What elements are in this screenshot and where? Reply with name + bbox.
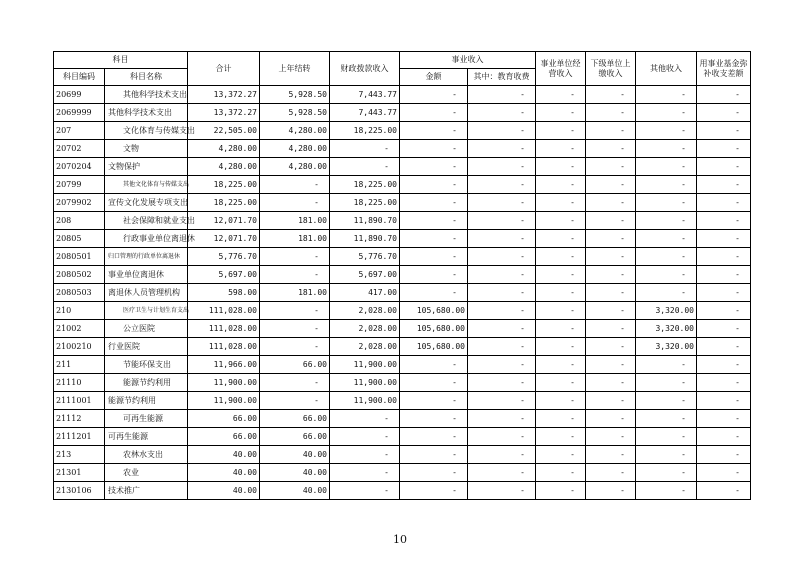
cell-unit-business: - — [536, 374, 586, 392]
cell-fiscal: 7,443.77 — [330, 86, 400, 104]
cell-name: 归口管理的行政单位离退休 — [105, 248, 188, 266]
cell-subordinate: - — [586, 338, 636, 356]
cell-name: 能源节约利用 — [105, 392, 188, 410]
cell-carryover: - — [260, 392, 330, 410]
cell-name: 文物 — [105, 140, 188, 158]
header-education-fee: 其中：教育收费 — [468, 69, 536, 86]
cell-code: 21110 — [54, 374, 105, 392]
cell-subordinate: - — [586, 158, 636, 176]
cell-total: 5,697.00 — [188, 266, 260, 284]
header-fund-compensation: 用事业基金弥补收支差额 — [697, 52, 751, 86]
header-business-income: 事业收入 — [400, 52, 536, 69]
cell-other: - — [636, 230, 697, 248]
cell-amount: - — [400, 248, 468, 266]
cell-education-fee: - — [468, 320, 536, 338]
cell-unit-business: - — [536, 392, 586, 410]
cell-total: 40.00 — [188, 446, 260, 464]
cell-name: 文化体育与传媒支出 — [105, 122, 188, 140]
table-row — [54, 374, 751, 392]
cell-education-fee: - — [468, 122, 536, 140]
cell-carryover: 40.00 — [260, 446, 330, 464]
cell-fund-compensation: - — [697, 248, 751, 266]
cell-education-fee: - — [468, 482, 536, 500]
cell-education-fee: - — [468, 356, 536, 374]
cell-education-fee: - — [468, 248, 536, 266]
cell-fund-compensation: - — [697, 122, 751, 140]
table-row — [54, 176, 751, 194]
cell-fiscal: 11,890.70 — [330, 230, 400, 248]
cell-subordinate: - — [586, 194, 636, 212]
cell-code: 20799 — [54, 176, 105, 194]
cell-amount: - — [400, 86, 468, 104]
cell-other: - — [636, 248, 697, 266]
cell-carryover: 181.00 — [260, 212, 330, 230]
cell-total: 13,372.27 — [188, 104, 260, 122]
cell-name: 其他科学技术支出 — [105, 86, 188, 104]
cell-unit-business: - — [536, 140, 586, 158]
cell-unit-business: - — [536, 212, 586, 230]
cell-education-fee: - — [468, 194, 536, 212]
cell-education-fee: - — [468, 428, 536, 446]
header-amount: 金额 — [400, 69, 468, 86]
cell-total: 18,225.00 — [188, 194, 260, 212]
cell-name: 可再生能源 — [105, 428, 188, 446]
cell-amount: - — [400, 176, 468, 194]
table-row — [54, 158, 751, 176]
cell-subordinate: - — [586, 104, 636, 122]
header-other: 其他收入 — [636, 52, 697, 86]
cell-unit-business: - — [536, 464, 586, 482]
cell-fiscal: 11,900.00 — [330, 392, 400, 410]
cell-code: 21002 — [54, 320, 105, 338]
cell-unit-business: - — [536, 248, 586, 266]
cell-subordinate: - — [586, 320, 636, 338]
cell-carryover: - — [260, 176, 330, 194]
cell-other: - — [636, 284, 697, 302]
cell-total: 66.00 — [188, 428, 260, 446]
cell-education-fee: - — [468, 446, 536, 464]
cell-unit-business: - — [536, 428, 586, 446]
cell-fund-compensation: - — [697, 230, 751, 248]
cell-fund-compensation: - — [697, 194, 751, 212]
cell-name: 节能环保支出 — [105, 356, 188, 374]
cell-fiscal: - — [330, 464, 400, 482]
cell-code: 21112 — [54, 410, 105, 428]
cell-education-fee: - — [468, 338, 536, 356]
cell-fiscal: 7,443.77 — [330, 104, 400, 122]
cell-code: 2080502 — [54, 266, 105, 284]
table-row — [54, 266, 751, 284]
table-row — [54, 248, 751, 266]
table-row — [54, 284, 751, 302]
cell-education-fee: - — [468, 464, 536, 482]
cell-fund-compensation: - — [697, 410, 751, 428]
cell-code: 20702 — [54, 140, 105, 158]
cell-fiscal: 11,900.00 — [330, 356, 400, 374]
budget-table — [53, 51, 751, 500]
cell-amount: - — [400, 446, 468, 464]
cell-fund-compensation: - — [697, 176, 751, 194]
cell-subordinate: - — [586, 230, 636, 248]
cell-subordinate: - — [586, 212, 636, 230]
cell-carryover: 4,280.00 — [260, 140, 330, 158]
cell-amount: - — [400, 428, 468, 446]
cell-code: 21301 — [54, 464, 105, 482]
cell-amount: - — [400, 194, 468, 212]
cell-total: 22,505.00 — [188, 122, 260, 140]
cell-carryover: - — [260, 302, 330, 320]
cell-subordinate: - — [586, 302, 636, 320]
cell-subordinate: - — [586, 446, 636, 464]
cell-total: 4,280.00 — [188, 140, 260, 158]
cell-total: 11,900.00 — [188, 392, 260, 410]
cell-fund-compensation: - — [697, 266, 751, 284]
cell-carryover: 66.00 — [260, 356, 330, 374]
cell-subordinate: - — [586, 284, 636, 302]
cell-subordinate: - — [586, 392, 636, 410]
cell-carryover: 4,280.00 — [260, 158, 330, 176]
cell-education-fee: - — [468, 284, 536, 302]
cell-fiscal: 5,776.70 — [330, 248, 400, 266]
cell-total: 40.00 — [188, 482, 260, 500]
cell-name: 事业单位离退休 — [105, 266, 188, 284]
cell-carryover: - — [260, 266, 330, 284]
cell-total: 40.00 — [188, 464, 260, 482]
cell-other: - — [636, 356, 697, 374]
header-carryover: 上年结转 — [260, 52, 330, 86]
cell-fiscal: 2,028.00 — [330, 320, 400, 338]
cell-carryover: 40.00 — [260, 482, 330, 500]
cell-amount: - — [400, 464, 468, 482]
cell-fiscal: - — [330, 446, 400, 464]
cell-education-fee: - — [468, 392, 536, 410]
cell-carryover: 66.00 — [260, 428, 330, 446]
cell-other: - — [636, 86, 697, 104]
cell-amount: - — [400, 230, 468, 248]
cell-education-fee: - — [468, 158, 536, 176]
table-row — [54, 230, 751, 248]
cell-other: - — [636, 464, 697, 482]
cell-subordinate: - — [586, 410, 636, 428]
cell-carryover: 66.00 — [260, 410, 330, 428]
cell-code: 2100210 — [54, 338, 105, 356]
cell-subordinate: - — [586, 86, 636, 104]
cell-fiscal: 18,225.00 — [330, 176, 400, 194]
cell-unit-business: - — [536, 176, 586, 194]
cell-unit-business: - — [536, 284, 586, 302]
cell-education-fee: - — [468, 374, 536, 392]
cell-fiscal: 2,028.00 — [330, 338, 400, 356]
cell-other: - — [636, 194, 697, 212]
cell-education-fee: - — [468, 212, 536, 230]
cell-unit-business: - — [536, 410, 586, 428]
cell-fund-compensation: - — [697, 428, 751, 446]
table-row — [54, 212, 751, 230]
cell-fund-compensation: - — [697, 158, 751, 176]
cell-other: - — [636, 122, 697, 140]
cell-carryover: 4,280.00 — [260, 122, 330, 140]
cell-unit-business: - — [536, 302, 586, 320]
cell-name: 可再生能源 — [105, 410, 188, 428]
cell-carryover: - — [260, 320, 330, 338]
cell-subordinate: - — [586, 176, 636, 194]
cell-total: 5,776.70 — [188, 248, 260, 266]
cell-carryover: - — [260, 338, 330, 356]
cell-unit-business: - — [536, 338, 586, 356]
cell-education-fee: - — [468, 86, 536, 104]
cell-fund-compensation: - — [697, 338, 751, 356]
cell-code: 210 — [54, 302, 105, 320]
cell-amount: - — [400, 284, 468, 302]
cell-fund-compensation: - — [697, 374, 751, 392]
cell-unit-business: - — [536, 122, 586, 140]
cell-code: 2111201 — [54, 428, 105, 446]
cell-subordinate: - — [586, 122, 636, 140]
cell-code: 211 — [54, 356, 105, 374]
cell-name: 农林水支出 — [105, 446, 188, 464]
cell-name: 能源节约利用 — [105, 374, 188, 392]
table-body — [54, 86, 751, 500]
cell-code: 2069999 — [54, 104, 105, 122]
cell-total: 11,900.00 — [188, 374, 260, 392]
cell-carryover: 5,928.50 — [260, 86, 330, 104]
cell-fund-compensation: - — [697, 392, 751, 410]
cell-carryover: 40.00 — [260, 464, 330, 482]
cell-fiscal: 18,225.00 — [330, 194, 400, 212]
cell-other: - — [636, 140, 697, 158]
cell-other: 3,320.00 — [636, 302, 697, 320]
cell-name: 其他文化体育与传媒支出 — [105, 176, 188, 194]
cell-subordinate: - — [586, 248, 636, 266]
cell-fund-compensation: - — [697, 302, 751, 320]
cell-unit-business: - — [536, 446, 586, 464]
cell-amount: - — [400, 410, 468, 428]
cell-name: 公立医院 — [105, 320, 188, 338]
cell-amount: - — [400, 122, 468, 140]
cell-code: 207 — [54, 122, 105, 140]
cell-carryover: - — [260, 248, 330, 266]
cell-subordinate: - — [586, 428, 636, 446]
cell-amount: - — [400, 158, 468, 176]
cell-carryover: 181.00 — [260, 230, 330, 248]
table-row — [54, 428, 751, 446]
cell-fiscal: 417.00 — [330, 284, 400, 302]
cell-total: 66.00 — [188, 410, 260, 428]
cell-fund-compensation: - — [697, 464, 751, 482]
cell-carryover: 181.00 — [260, 284, 330, 302]
table-row — [54, 104, 751, 122]
table-row — [54, 194, 751, 212]
cell-unit-business: - — [536, 86, 586, 104]
cell-subordinate: - — [586, 266, 636, 284]
cell-total: 18,225.00 — [188, 176, 260, 194]
cell-name: 宣传文化发展专项支出 — [105, 194, 188, 212]
cell-fiscal: - — [330, 410, 400, 428]
cell-other: - — [636, 374, 697, 392]
header-name: 科目名称 — [105, 69, 188, 86]
cell-unit-business: - — [536, 230, 586, 248]
cell-other: - — [636, 482, 697, 500]
cell-carryover: 5,928.50 — [260, 104, 330, 122]
cell-fund-compensation: - — [697, 212, 751, 230]
cell-fiscal: 11,890.70 — [330, 212, 400, 230]
cell-other: - — [636, 158, 697, 176]
cell-name: 离退休人员管理机构 — [105, 284, 188, 302]
cell-fund-compensation: - — [697, 140, 751, 158]
cell-code: 2130106 — [54, 482, 105, 500]
cell-total: 598.00 — [188, 284, 260, 302]
table-row — [54, 86, 751, 104]
cell-code: 213 — [54, 446, 105, 464]
table-row — [54, 302, 751, 320]
cell-total: 111,028.00 — [188, 320, 260, 338]
cell-education-fee: - — [468, 410, 536, 428]
cell-code: 208 — [54, 212, 105, 230]
cell-fiscal: 2,028.00 — [330, 302, 400, 320]
cell-other: - — [636, 266, 697, 284]
cell-fiscal: - — [330, 428, 400, 446]
cell-carryover: - — [260, 194, 330, 212]
table-row — [54, 446, 751, 464]
cell-name: 文物保护 — [105, 158, 188, 176]
cell-other: - — [636, 410, 697, 428]
cell-fund-compensation: - — [697, 284, 751, 302]
cell-fund-compensation: - — [697, 446, 751, 464]
cell-fiscal: 18,225.00 — [330, 122, 400, 140]
cell-subordinate: - — [586, 356, 636, 374]
cell-education-fee: - — [468, 140, 536, 158]
cell-amount: 105,680.00 — [400, 320, 468, 338]
table-row — [54, 410, 751, 428]
cell-name: 行业医院 — [105, 338, 188, 356]
cell-amount: - — [400, 104, 468, 122]
cell-other: - — [636, 212, 697, 230]
table-row — [54, 122, 751, 140]
table-row — [54, 356, 751, 374]
cell-total: 11,966.00 — [188, 356, 260, 374]
cell-unit-business: - — [536, 194, 586, 212]
cell-code: 20699 — [54, 86, 105, 104]
cell-education-fee: - — [468, 176, 536, 194]
cell-other: - — [636, 392, 697, 410]
cell-unit-business: - — [536, 482, 586, 500]
cell-amount: 105,680.00 — [400, 302, 468, 320]
cell-code: 2080501 — [54, 248, 105, 266]
cell-code: 2080503 — [54, 284, 105, 302]
header-code: 科目编码 — [54, 69, 105, 86]
cell-amount: 105,680.00 — [400, 338, 468, 356]
cell-other: - — [636, 104, 697, 122]
cell-education-fee: - — [468, 230, 536, 248]
cell-amount: - — [400, 266, 468, 284]
table-row — [54, 140, 751, 158]
cell-subordinate: - — [586, 482, 636, 500]
cell-fund-compensation: - — [697, 320, 751, 338]
cell-total: 4,280.00 — [188, 158, 260, 176]
cell-amount: - — [400, 374, 468, 392]
cell-name: 技术推广 — [105, 482, 188, 500]
table-row — [54, 464, 751, 482]
cell-education-fee: - — [468, 266, 536, 284]
cell-other: - — [636, 446, 697, 464]
cell-name: 社会保障和就业支出 — [105, 212, 188, 230]
cell-subordinate: - — [586, 374, 636, 392]
cell-education-fee: - — [468, 104, 536, 122]
table-row — [54, 338, 751, 356]
table-row — [54, 320, 751, 338]
cell-fiscal: - — [330, 140, 400, 158]
cell-amount: - — [400, 212, 468, 230]
cell-unit-business: - — [536, 356, 586, 374]
cell-amount: - — [400, 140, 468, 158]
cell-total: 13,372.27 — [188, 86, 260, 104]
cell-code: 2111001 — [54, 392, 105, 410]
cell-name: 医疗卫生与计划生育支出 — [105, 302, 188, 320]
cell-code: 2079902 — [54, 194, 105, 212]
cell-amount: - — [400, 482, 468, 500]
cell-fund-compensation: - — [697, 482, 751, 500]
cell-fiscal: 5,697.00 — [330, 266, 400, 284]
cell-other: - — [636, 176, 697, 194]
header-subject: 科目 — [54, 52, 188, 69]
page-number: 10 — [393, 533, 407, 546]
cell-fund-compensation: - — [697, 104, 751, 122]
cell-carryover: - — [260, 374, 330, 392]
table-header — [54, 52, 751, 86]
cell-fund-compensation: - — [697, 356, 751, 374]
cell-fiscal: 11,900.00 — [330, 374, 400, 392]
cell-subordinate: - — [586, 140, 636, 158]
cell-total: 111,028.00 — [188, 338, 260, 356]
cell-other: 3,320.00 — [636, 338, 697, 356]
cell-total: 12,071.70 — [188, 212, 260, 230]
cell-amount: - — [400, 392, 468, 410]
cell-name: 行政事业单位离退休 — [105, 230, 188, 248]
header-total: 合计 — [188, 52, 260, 86]
cell-unit-business: - — [536, 104, 586, 122]
cell-code: 20805 — [54, 230, 105, 248]
cell-fiscal: - — [330, 482, 400, 500]
cell-total: 12,071.70 — [188, 230, 260, 248]
cell-other: - — [636, 428, 697, 446]
cell-education-fee: - — [468, 302, 536, 320]
cell-subordinate: - — [586, 464, 636, 482]
cell-name: 其他科学技术支出 — [105, 104, 188, 122]
cell-unit-business: - — [536, 158, 586, 176]
cell-name: 农业 — [105, 464, 188, 482]
cell-total: 111,028.00 — [188, 302, 260, 320]
cell-code: 2070204 — [54, 158, 105, 176]
header-unit-business: 事业单位经营收入 — [536, 52, 586, 86]
cell-unit-business: - — [536, 320, 586, 338]
cell-fiscal: - — [330, 158, 400, 176]
cell-other: 3,320.00 — [636, 320, 697, 338]
header-subordinate: 下级单位上缴收入 — [586, 52, 636, 86]
cell-fund-compensation: - — [697, 86, 751, 104]
cell-unit-business: - — [536, 266, 586, 284]
table-row — [54, 392, 751, 410]
cell-amount: - — [400, 356, 468, 374]
header-fiscal: 财政拨款收入 — [330, 52, 400, 86]
table-row — [54, 482, 751, 500]
